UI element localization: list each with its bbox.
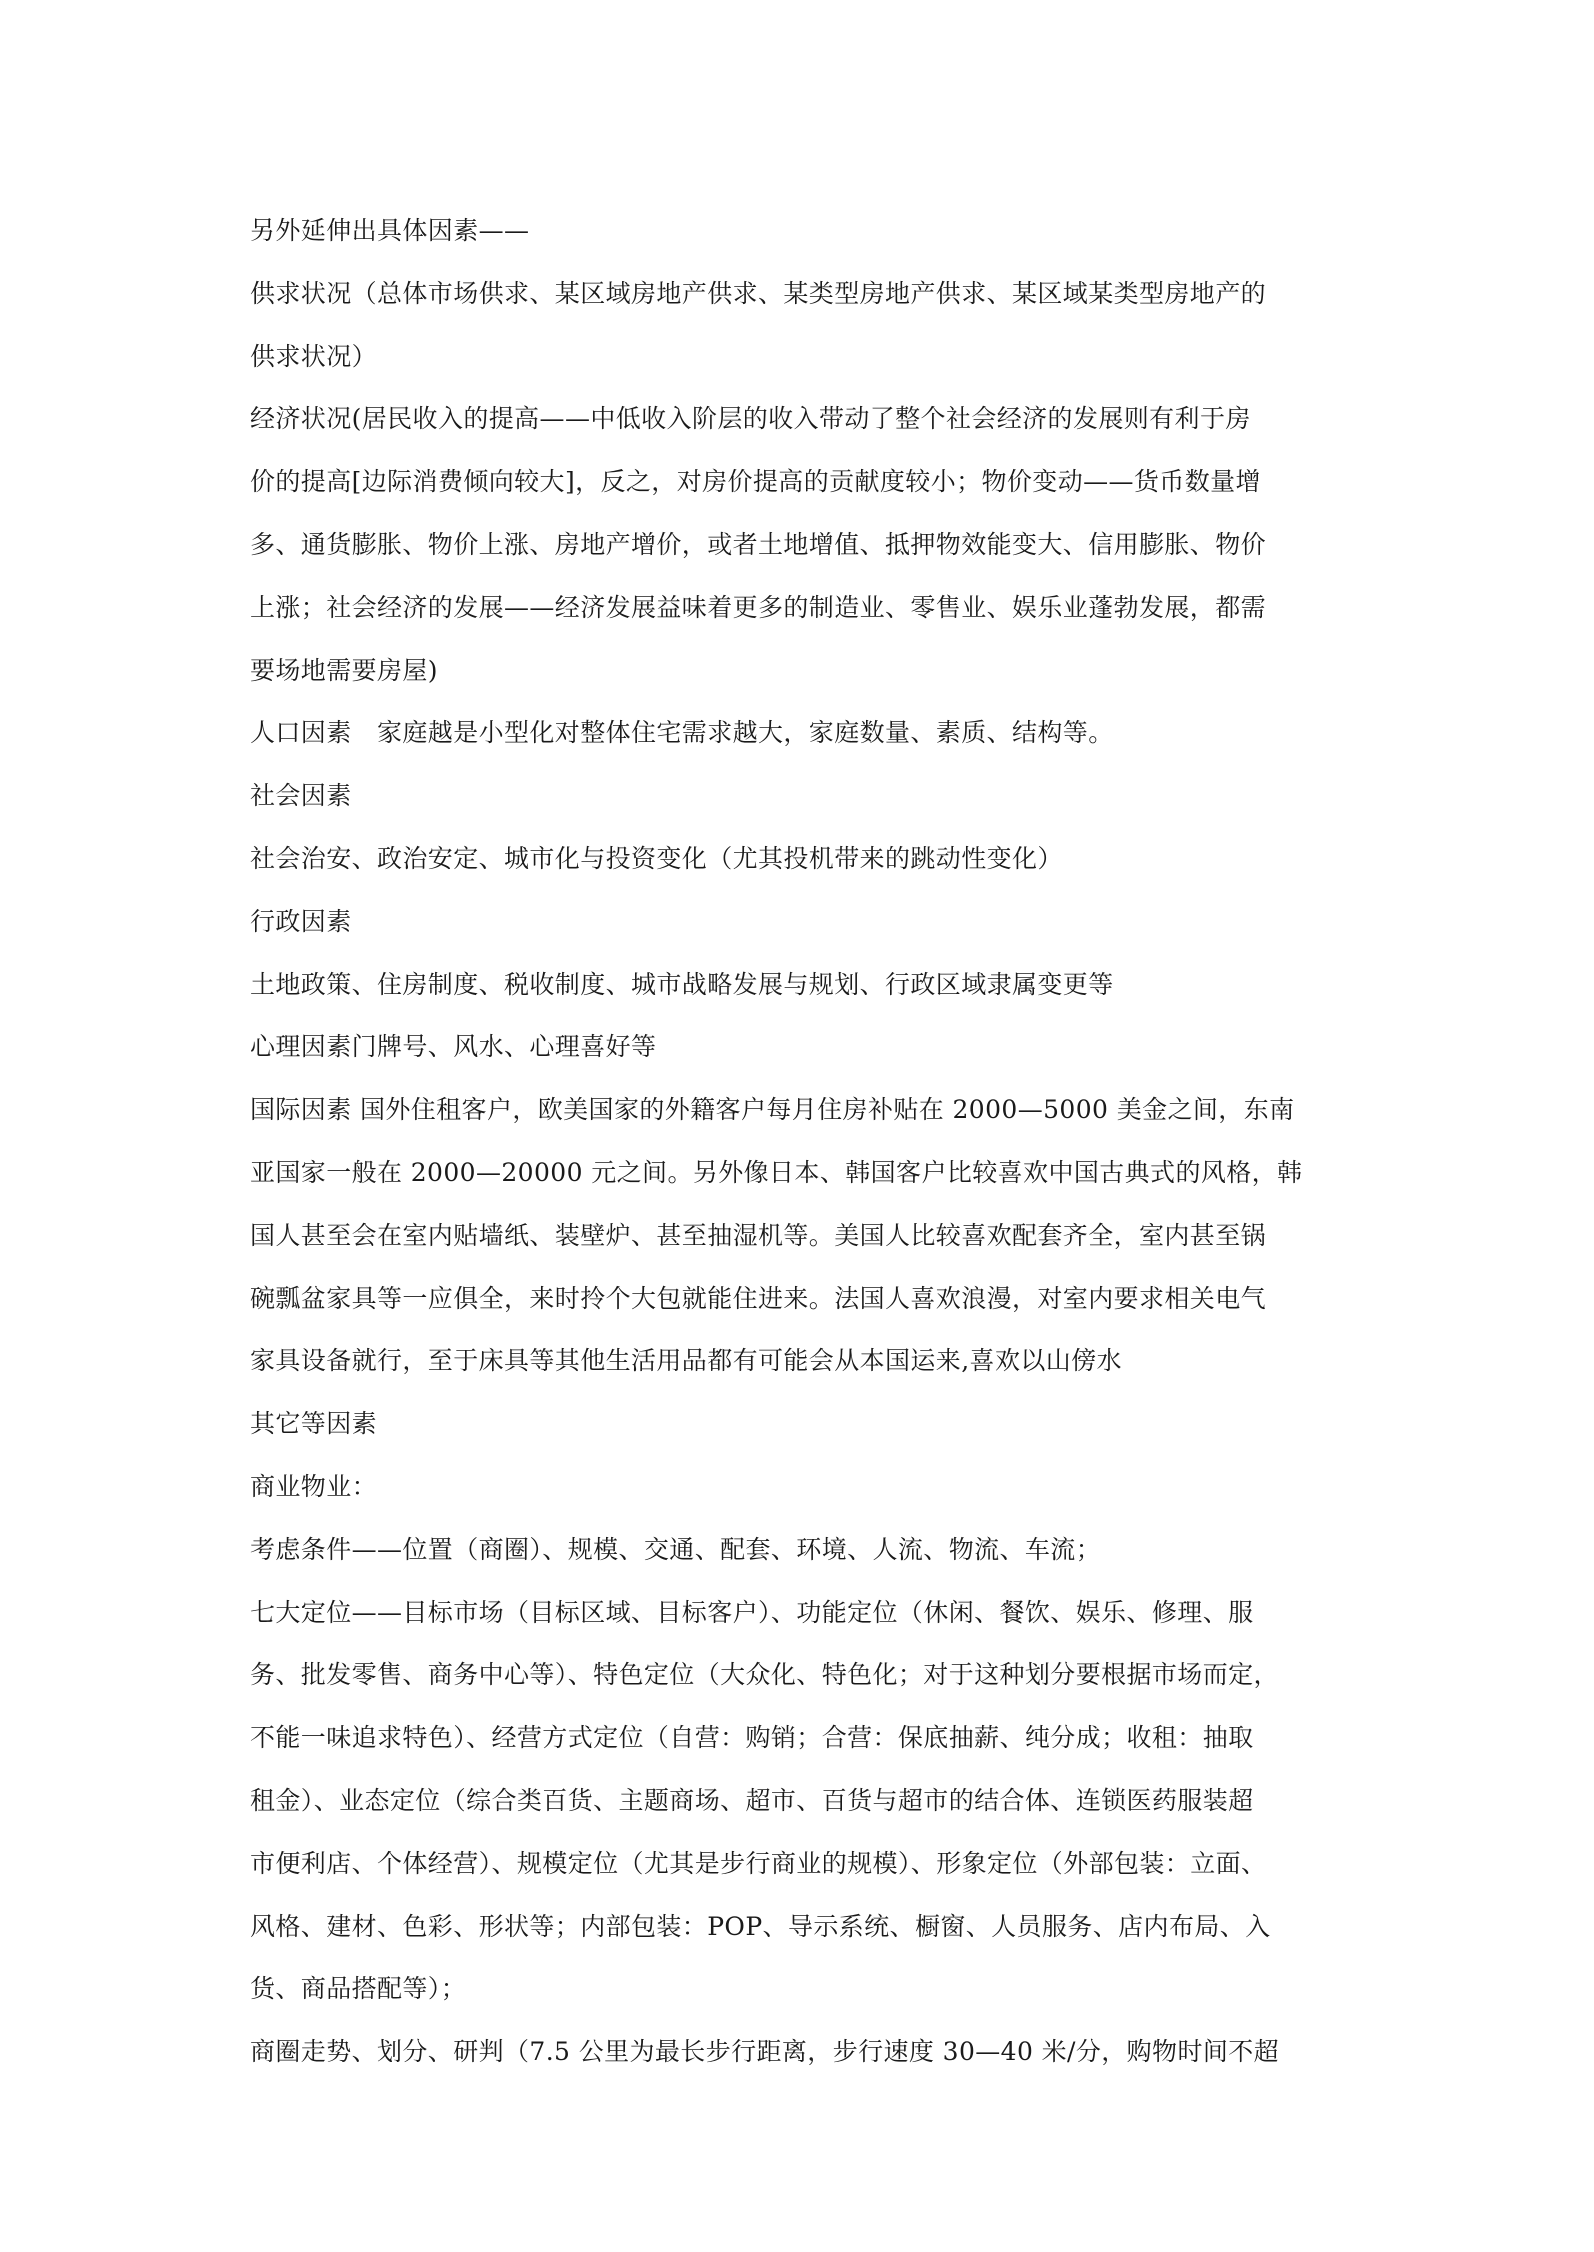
text-line: 经济状况(居民收入的提高——中低收入阶层的收入带动了整个社会经济的发展则有利于房 (250, 404, 1251, 434)
text-line: 商圈走势、划分、研判（7.5 公里为最长步行距离，步行速度 30—40 米/分，购物时间不超 (250, 2037, 1280, 2067)
text-line: 不能一味追求特色）、经营方式定位（自营：购销；合营：保底抽薪、纯分成；收租：抽取 (250, 1723, 1254, 1753)
text-line: 货、商品搭配等）； (250, 1974, 467, 2004)
section-heading: 行政因素 (250, 906, 352, 936)
section-heading: 商业物业： (250, 1471, 378, 1501)
text-line: 考虑条件——位置（商圈）、规模、交通、配套、环境、人流、物流、车流； (250, 1534, 1102, 1564)
text-line: 亚国家一般在 2000—20000 元之间。另外像日本、韩国客户比较喜欢中国古典式的风格，韩 (250, 1157, 1303, 1187)
text-line: 价的提高[边际消费倾向较大]，反之，对房价提高的贡献度较小；物价变动——货币数量增 (250, 467, 1261, 497)
text-line: 心理因素门牌号、风水、心理喜好等 (250, 1032, 657, 1062)
text-line: 国际因素 国外住租客户，欧美国家的外籍客户每月住房补贴在 2000—5000 美金之间，东南 (250, 1095, 1295, 1125)
text-line: 土地政策、住房制度、税收制度、城市战略发展与规划、行政区域隶属变更等 (250, 969, 1114, 999)
text-line: 七大定位——目标市场（目标区域、目标客户）、功能定位（休闲、餐饮、娱乐、修理、服 (250, 1597, 1254, 1627)
text-line: 供求状况） (250, 341, 378, 371)
text-line: 风格、建材、色彩、形状等；内部包装：POP、导示系统、橱窗、人员服务、店内布局、入 (250, 1911, 1271, 1941)
text-line: 国人甚至会在室内贴墙纸、装壁炉、甚至抽湿机等。美国人比较喜欢配套齐全，室内甚至锅 (250, 1220, 1267, 1250)
text-line: 务、批发零售、商务中心等）、特色定位（大众化、特色化；对于这种划分要根据市场而定， (250, 1660, 1279, 1690)
document-body (250, 200, 1362, 2084)
text-line: 要场地需要房屋) (250, 655, 438, 685)
text-line: 另外延伸出具体因素—— (250, 216, 530, 245)
text-line: 供求状况（总体市场供求、某区域房地产供求、某类型房地产供求、某区域某类型房地产的 (250, 278, 1267, 308)
section-heading: 社会因素 (250, 781, 352, 811)
text-line: 碗瓢盆家具等一应俱全，来时拎个大包就能住进来。法国人喜欢浪漫，对室内要求相关电气 (250, 1283, 1267, 1313)
text-line: 家具设备就行，至于床具等其他生活用品都有可能会从本国运来,喜欢以山傍水 (250, 1346, 1122, 1376)
text-line: 社会治安、政治安定、城市化与投资变化（尤其投机带来的跳动性变化） (250, 843, 1063, 873)
text-line: 租金）、业态定位（综合类百货、主题商场、超市、百货与超市的结合体、连锁医药服装超 (250, 1785, 1254, 1815)
text-line: 多、通货膨胀、物价上涨、房地产增价，或者土地增值、抵押物效能变大、信用膨胀、物价 (250, 529, 1267, 559)
text-line: 上涨；社会经济的发展——经济发展益味着更多的制造业、零售业、娱乐业蓬勃发展，都需 (250, 592, 1267, 622)
section-heading: 其它等因素 (250, 1409, 378, 1439)
text-line: 市便利店、个体经营）、规模定位（尤其是步行商业的规模）、形象定位（外部包装：立面、 (250, 1848, 1267, 1878)
text-line: 人口因素 家庭越是小型化对整体住宅需求越大，家庭数量、素质、结构等。 (250, 718, 1114, 748)
